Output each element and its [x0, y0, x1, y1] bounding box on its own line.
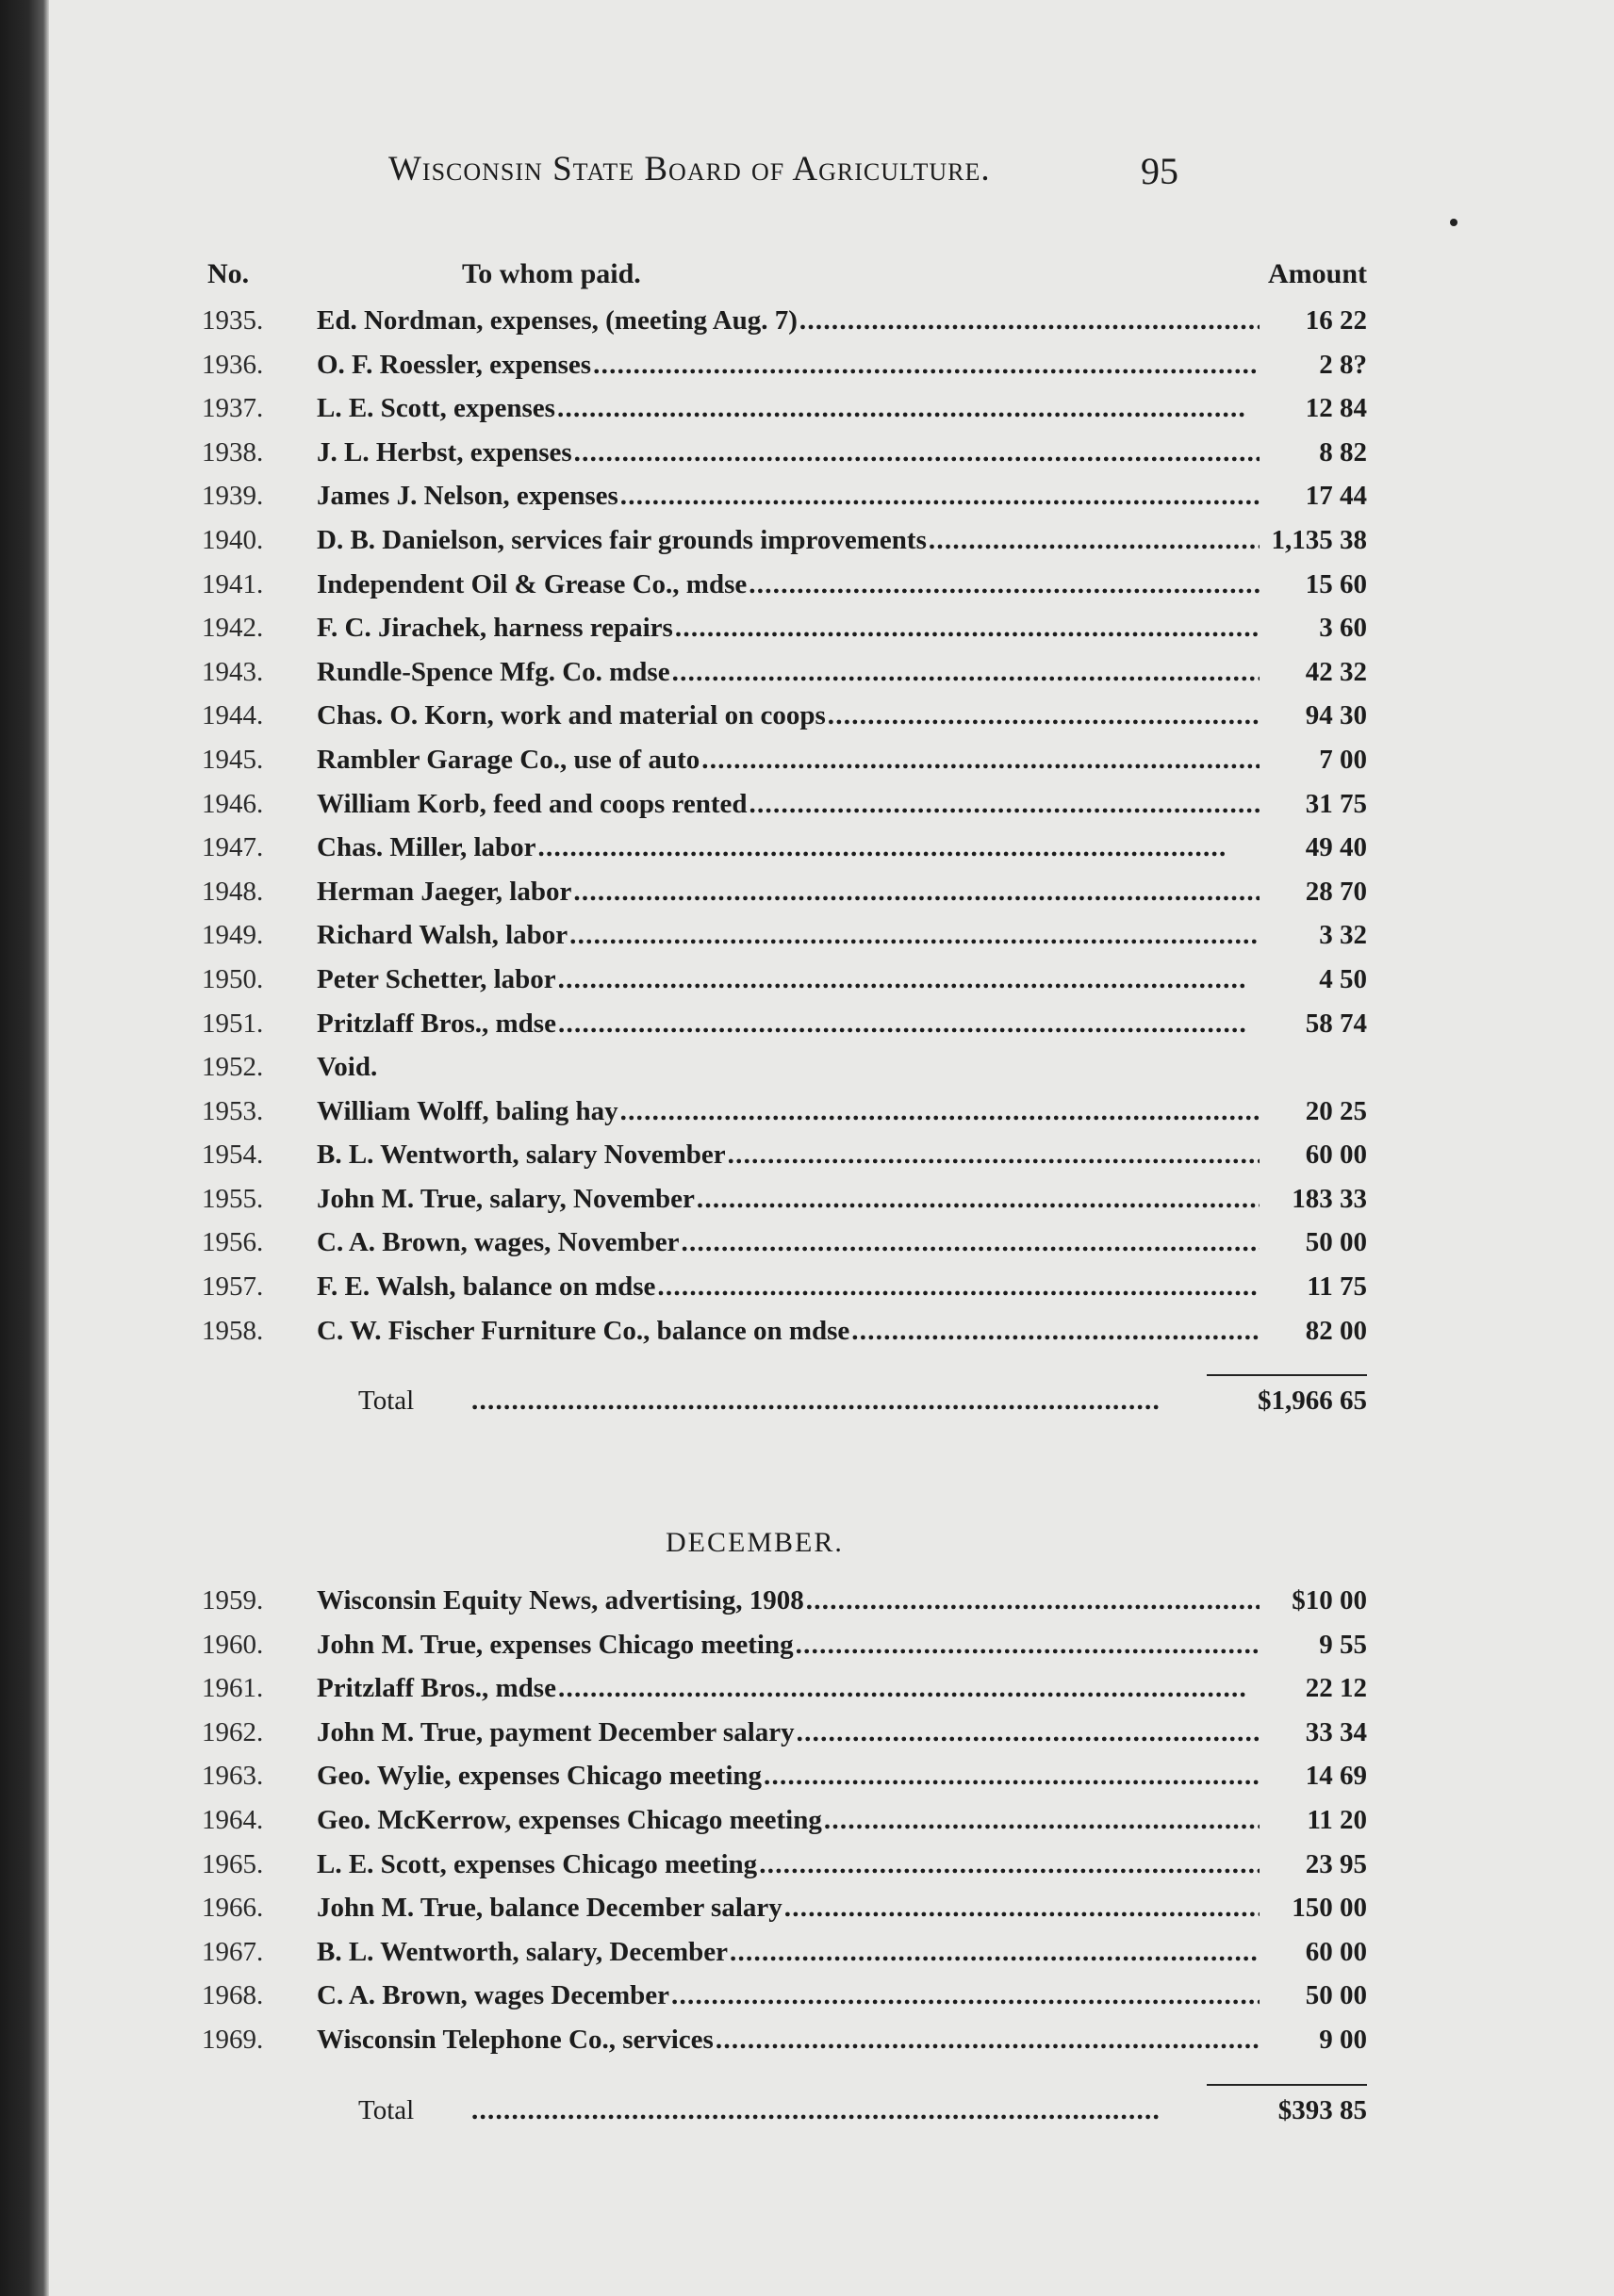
december-ledger — [198, 1580, 1367, 2133]
leader-dots — [929, 525, 1260, 556]
november-ledger — [198, 253, 1367, 1423]
leader-dots — [759, 1849, 1260, 1880]
payee-cell — [317, 832, 1260, 863]
payee-text: C. A. Brown, wages, November — [317, 1227, 680, 1258]
payee-text: John M. True, expenses Chicago meeting — [317, 1629, 794, 1660]
payee-text: Rambler Garage Co., use of auto — [317, 744, 700, 775]
december-total — [198, 2086, 1367, 2133]
payee-cell — [317, 350, 1260, 381]
entry-number: 1963. — [202, 1761, 264, 1792]
payee-cell — [317, 1271, 1260, 1303]
leader-dots — [730, 1937, 1260, 1968]
leader-dots — [558, 964, 1260, 995]
ledger-row — [198, 607, 1367, 651]
payee-cell — [317, 1805, 1260, 1836]
amount-cell: 12 84 — [1305, 393, 1367, 424]
leader-dots — [749, 569, 1260, 600]
amount-cell: 31 75 — [1305, 788, 1367, 819]
leader-dots — [672, 657, 1260, 688]
leader-dots — [538, 832, 1260, 863]
payee-cell — [317, 437, 1260, 468]
ledger-row — [198, 344, 1367, 388]
payee-text: Herman Jaeger, labor — [317, 876, 572, 907]
leader-dots — [716, 2025, 1260, 2056]
entry-number: 1959. — [202, 1585, 264, 1615]
ledger-row — [198, 564, 1367, 608]
ledger-row — [198, 1624, 1367, 1668]
ledger-row — [198, 1134, 1367, 1178]
leader-dots — [784, 1893, 1260, 1924]
amount-cell: 14 69 — [1305, 1761, 1367, 1792]
entry-number: 1953. — [202, 1095, 264, 1126]
payee-cell — [317, 1717, 1260, 1748]
payee-text: John M. True, balance December salary — [317, 1893, 782, 1924]
payee-cell — [317, 1980, 1260, 2011]
payee-cell — [317, 613, 1260, 644]
amount-cell: 7 00 — [1319, 744, 1367, 775]
leader-dots — [471, 2095, 1197, 2126]
entry-number: 1961. — [202, 1673, 264, 1704]
entry-number: 1957. — [202, 1271, 264, 1303]
entry-number: 1939. — [202, 481, 264, 512]
ledger-row — [198, 432, 1367, 476]
payee-cell — [317, 1585, 1260, 1616]
payee-cell — [317, 2025, 1260, 2056]
entry-number: 1954. — [202, 1140, 264, 1171]
payee-text: F. E. Walsh, balance on mdse — [317, 1271, 656, 1303]
entry-number: 1941. — [202, 568, 264, 599]
page-number: 95 — [1141, 150, 1178, 192]
ledger-row — [198, 1310, 1367, 1354]
payee-cell — [317, 920, 1260, 951]
entry-number: 1946. — [202, 788, 264, 819]
entry-number: 1968. — [202, 1980, 264, 2011]
payee-text: Independent Oil & Grease Co., mdse — [317, 568, 748, 599]
ledger-row — [198, 695, 1367, 739]
payee-text: C. W. Fischer Furniture Co., balance on mdse — [317, 1315, 850, 1346]
amount-cell: $10 00 — [1292, 1585, 1367, 1615]
payee-cell — [317, 1893, 1260, 1924]
entry-number: 1936. — [202, 349, 264, 380]
payee-text: William Wolff, baling hay — [317, 1095, 618, 1126]
amount-cell: 4 50 — [1319, 963, 1367, 994]
ledger-row — [198, 2019, 1367, 2063]
leader-dots — [620, 481, 1260, 512]
payee-text: L. E. Scott, expenses — [317, 393, 555, 424]
payee-cell — [317, 1937, 1260, 1968]
entry-number: 1945. — [202, 744, 264, 775]
column-header-amount: Amount — [1267, 258, 1367, 289]
leader-dots — [558, 1009, 1260, 1040]
payee-text: Wisconsin Telephone Co., services — [317, 2024, 714, 2055]
payee-text: Ed. Nordman, expenses, (meeting Aug. 7) — [317, 305, 798, 336]
payee-text: Richard Walsh, labor — [317, 920, 568, 951]
ledger-row — [198, 1178, 1367, 1222]
payee-cell — [317, 481, 1260, 512]
amount-cell: 42 32 — [1305, 656, 1367, 687]
ledger-row — [198, 1003, 1367, 1047]
leader-dots — [728, 1140, 1260, 1171]
payee-cell — [317, 789, 1260, 820]
entry-number: 1940. — [202, 524, 264, 555]
payee-text: Peter Schetter, labor — [317, 963, 556, 994]
leader-dots — [657, 1271, 1260, 1303]
ledger-row — [198, 519, 1367, 564]
payee-text: B. L. Wentworth, salary November — [317, 1140, 726, 1171]
ledger-row — [198, 475, 1367, 519]
amount-cell: 20 25 — [1305, 1095, 1367, 1126]
leader-dots — [675, 613, 1260, 644]
ledger-row — [198, 871, 1367, 915]
entry-number: 1956. — [202, 1227, 264, 1258]
payee-cell — [317, 1761, 1260, 1792]
entry-number: 1951. — [202, 1008, 264, 1039]
amount-cell: 1,135 38 — [1271, 524, 1367, 555]
payee-text: Void. — [317, 1052, 378, 1083]
running-head — [388, 149, 1178, 196]
payee-text: J. L. Herbst, expenses — [317, 436, 572, 467]
payee-cell — [317, 525, 1260, 556]
payee-text: Geo. Wylie, expenses Chicago meeting — [317, 1761, 763, 1792]
total-amount: $393 85 — [1277, 2094, 1367, 2125]
leader-dots — [796, 1630, 1260, 1661]
entry-number: 1950. — [202, 963, 264, 994]
payee-text: L. E. Scott, expenses Chicago meeting — [317, 1848, 758, 1879]
leader-dots — [701, 745, 1260, 776]
leader-dots — [471, 1386, 1197, 1417]
payee-cell — [317, 1316, 1260, 1347]
entry-number: 1964. — [202, 1804, 264, 1835]
amount-cell: 23 95 — [1305, 1848, 1367, 1879]
ledger-row — [198, 387, 1367, 432]
leader-dots — [593, 350, 1260, 381]
ledger-row — [198, 1799, 1367, 1844]
ledger-row — [198, 1580, 1367, 1624]
amount-cell: 2 8? — [1319, 349, 1367, 380]
total-amount: $1,966 65 — [1258, 1386, 1367, 1417]
entry-number: 1944. — [202, 700, 264, 731]
entry-number: 1952. — [202, 1052, 264, 1083]
entry-number: 1948. — [202, 876, 264, 907]
amount-cell: 150 00 — [1292, 1893, 1367, 1924]
ledger-row — [198, 827, 1367, 871]
column-headers — [198, 253, 1367, 300]
ledger-row — [198, 651, 1367, 696]
payee-cell — [317, 1849, 1260, 1880]
amount-cell: 9 00 — [1319, 2024, 1367, 2055]
ledger-row — [198, 1266, 1367, 1310]
november-total — [198, 1376, 1367, 1423]
payee-text: William Korb, feed and coops rented — [317, 788, 748, 819]
leader-dots — [574, 437, 1260, 468]
leader-dots — [828, 700, 1260, 731]
payee-text: Pritzlaff Bros., mdse — [317, 1008, 556, 1039]
ledger-row — [198, 1887, 1367, 1931]
payee-text: C. A. Brown, wages December — [317, 1980, 669, 2011]
ledger-row — [198, 1222, 1367, 1266]
entry-number: 1942. — [202, 613, 264, 644]
payee-cell — [317, 877, 1260, 908]
ledger-row — [198, 1667, 1367, 1712]
payee-cell — [317, 700, 1260, 731]
leader-dots — [569, 920, 1260, 951]
amount-cell: 22 12 — [1305, 1673, 1367, 1704]
leader-dots — [797, 1717, 1260, 1748]
total-label: Total — [358, 1386, 415, 1417]
amount-cell: 94 30 — [1305, 700, 1367, 731]
amount-cell: 33 34 — [1305, 1716, 1367, 1747]
leader-dots — [557, 393, 1260, 424]
leader-dots — [697, 1184, 1260, 1215]
ink-speck — [1450, 219, 1458, 226]
amount-cell: 11 20 — [1307, 1804, 1367, 1835]
entry-number: 1935. — [202, 305, 264, 336]
payee-text: John M. True, salary, November — [317, 1183, 695, 1214]
amount-cell: 11 75 — [1307, 1271, 1367, 1303]
payee-cell — [317, 1630, 1260, 1661]
payee-text: Geo. McKerrow, expenses Chicago meeting — [317, 1804, 822, 1835]
payee-cell — [317, 1140, 1260, 1171]
amount-cell: 58 74 — [1305, 1008, 1367, 1039]
amount-cell: 9 55 — [1319, 1629, 1367, 1660]
payee-text: Pritzlaff Bros., mdse — [317, 1673, 556, 1704]
column-header-no: No. — [207, 258, 250, 289]
entry-number: 1969. — [202, 2024, 264, 2055]
amount-cell: 50 00 — [1305, 1980, 1367, 2011]
ledger-row — [198, 300, 1367, 344]
ledger-row — [198, 739, 1367, 783]
leader-dots — [851, 1316, 1260, 1347]
payee-text: B. L. Wentworth, salary, December — [317, 1936, 729, 1967]
ledger-row — [198, 914, 1367, 959]
amount-cell: 3 32 — [1319, 920, 1367, 951]
ledger-row — [198, 959, 1367, 1003]
entry-number: 1965. — [202, 1848, 264, 1879]
november-rows — [198, 300, 1367, 1353]
amount-cell: 183 33 — [1292, 1183, 1367, 1214]
leader-dots — [806, 1585, 1260, 1616]
amount-cell: 15 60 — [1305, 568, 1367, 599]
section-heading-december: DECEMBER. — [666, 1527, 844, 1558]
ledger-row — [198, 1712, 1367, 1756]
entry-number: 1958. — [202, 1315, 264, 1346]
leader-dots — [764, 1761, 1260, 1792]
payee-text: Rundle-Spence Mfg. Co. mdse — [317, 656, 670, 687]
payee-cell — [317, 305, 1260, 336]
amount-cell: 28 70 — [1305, 876, 1367, 907]
payee-text: John M. True, payment December salary — [317, 1716, 795, 1747]
payee-cell — [317, 1184, 1260, 1215]
total-label: Total — [358, 2094, 415, 2125]
leader-dots — [620, 1096, 1260, 1127]
leader-dots — [558, 1673, 1260, 1704]
column-header-payee: To whom paid. — [462, 258, 641, 289]
amount-cell: 3 60 — [1319, 613, 1367, 644]
entry-number: 1966. — [202, 1893, 264, 1924]
payee-text: F. C. Jirachek, harness repairs — [317, 613, 673, 644]
payee-cell — [317, 1096, 1260, 1127]
ledger-row — [198, 1091, 1367, 1135]
amount-cell: 16 22 — [1305, 305, 1367, 336]
ledger-row — [198, 1931, 1367, 1976]
ledger-row — [198, 1755, 1367, 1799]
payee-cell — [317, 745, 1260, 776]
amount-cell: 49 40 — [1305, 832, 1367, 863]
entry-number: 1943. — [202, 656, 264, 687]
december-rows — [198, 1580, 1367, 2063]
entry-number: 1955. — [202, 1183, 264, 1214]
leader-dots — [799, 305, 1260, 336]
payee-cell — [317, 1052, 1260, 1083]
leader-dots — [682, 1227, 1260, 1258]
payee-text: O. F. Roessler, expenses — [317, 349, 592, 380]
entry-number: 1949. — [202, 920, 264, 951]
entry-number: 1967. — [202, 1936, 264, 1967]
amount-cell: 60 00 — [1305, 1140, 1367, 1171]
payee-cell — [317, 964, 1260, 995]
entry-number: 1937. — [202, 393, 264, 424]
ledger-row — [198, 1844, 1367, 1888]
entry-number: 1938. — [202, 436, 264, 467]
leader-dots — [824, 1805, 1260, 1836]
payee-cell — [317, 1227, 1260, 1258]
book-spine-shadow — [0, 0, 49, 2296]
running-title: Wisconsin State Board of Agriculture. — [388, 150, 991, 189]
amount-cell: 50 00 — [1305, 1227, 1367, 1258]
payee-cell — [317, 1009, 1260, 1040]
payee-text: James J. Nelson, expenses — [317, 481, 618, 512]
amount-cell: 8 82 — [1319, 436, 1367, 467]
payee-cell — [317, 1673, 1260, 1704]
payee-cell — [317, 569, 1260, 600]
entry-number: 1962. — [202, 1716, 264, 1747]
amount-cell: 82 00 — [1305, 1315, 1367, 1346]
amount-cell: 17 44 — [1305, 481, 1367, 512]
payee-cell — [317, 393, 1260, 424]
ledger-row — [198, 1046, 1367, 1091]
amount-cell: 60 00 — [1305, 1936, 1367, 1967]
entry-number: 1960. — [202, 1629, 264, 1660]
entry-number: 1947. — [202, 832, 264, 863]
leader-dots — [671, 1980, 1260, 2011]
payee-text: Chas. Miller, labor — [317, 832, 536, 863]
payee-cell — [317, 657, 1260, 688]
payee-text: D. B. Danielson, services fair grounds improvements — [317, 524, 927, 555]
leader-dots — [573, 877, 1260, 908]
ledger-row — [198, 783, 1367, 828]
payee-text: Chas. O. Korn, work and material on coops — [317, 700, 826, 731]
ledger-row — [198, 1975, 1367, 2019]
leader-dots — [749, 789, 1260, 820]
payee-text: Wisconsin Equity News, advertising, 1908 — [317, 1585, 804, 1615]
